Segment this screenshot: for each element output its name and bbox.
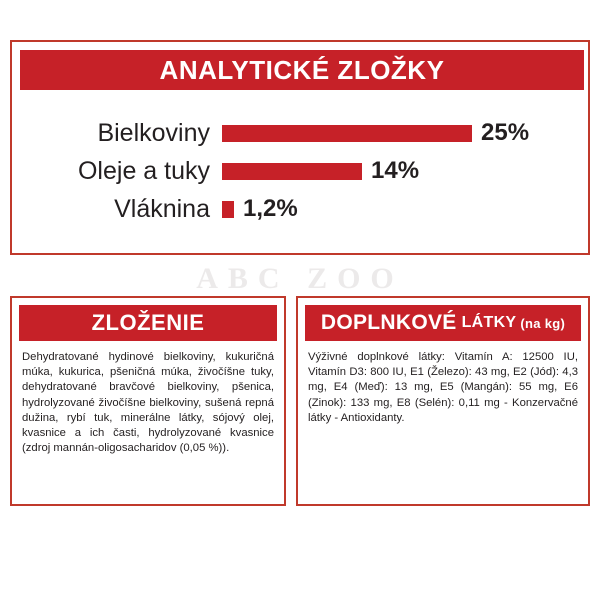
bar-label: Vláknina — [114, 194, 210, 223]
bar-label: Oleje a tuky — [77, 156, 210, 185]
bar-label: Bielkoviny — [97, 118, 210, 147]
bar-row — [12, 152, 592, 190]
additives-title-unit: (na kg) — [520, 315, 566, 331]
bar-row — [12, 114, 592, 152]
bar-value: 14% — [371, 157, 420, 184]
analytical-constituents-title: ANALYTICKÉ ZLOŽKY — [20, 50, 584, 90]
additives-title-sub: LÁTKY — [461, 314, 517, 331]
additives-title — [305, 305, 581, 341]
composition-text: Dehydratované hydinové bielkoviny, kukuričná múka, kukurica, pšeničná múka, živočíšne tuky, dehydratované bravčové bielkoviny, pšenica, hydrolyzované živočíšne bielkoviny, sušená repná dužina, rybí tuk, minerálne látky, sójový olej, kvasnice a ich časti, hydrolyzované kvasnice (zdroj mannán-oligosacharidov (0,05 %)). — [22, 351, 274, 455]
watermark-text: ABC ZOO — [196, 262, 404, 295]
bar-track — [222, 190, 298, 228]
bar-value: 25% — [481, 119, 530, 146]
additives-panel — [296, 296, 590, 506]
bar-fill — [222, 163, 362, 180]
additives-title-main: DOPLNKOVÉ — [320, 311, 457, 334]
bar-track — [222, 114, 529, 152]
bar-track — [222, 152, 419, 190]
additives-text: Výživné doplnkové látky: Vitamín A: 12500 IU, Vitamín D3: 800 IU, E1 (Železo): 43 mg, E2 (Jód): 4,3 mg, E4 (Meď): 13 mg, E5 (Mangán): 55 mg, E6 (Zinok): 133 mg, E8 (Selén): 0,11 mg - Konzervačné látky - Antioxidanty. — [308, 351, 578, 424]
bar-fill — [222, 125, 472, 142]
bar-row — [12, 190, 592, 228]
bar-fill — [222, 201, 234, 218]
composition-panel — [10, 296, 286, 506]
analytical-constituents-panel — [10, 40, 590, 255]
analytical-bars — [12, 114, 592, 228]
composition-title: ZLOŽENIE — [19, 305, 277, 341]
bar-value: 1,2% — [243, 195, 298, 222]
